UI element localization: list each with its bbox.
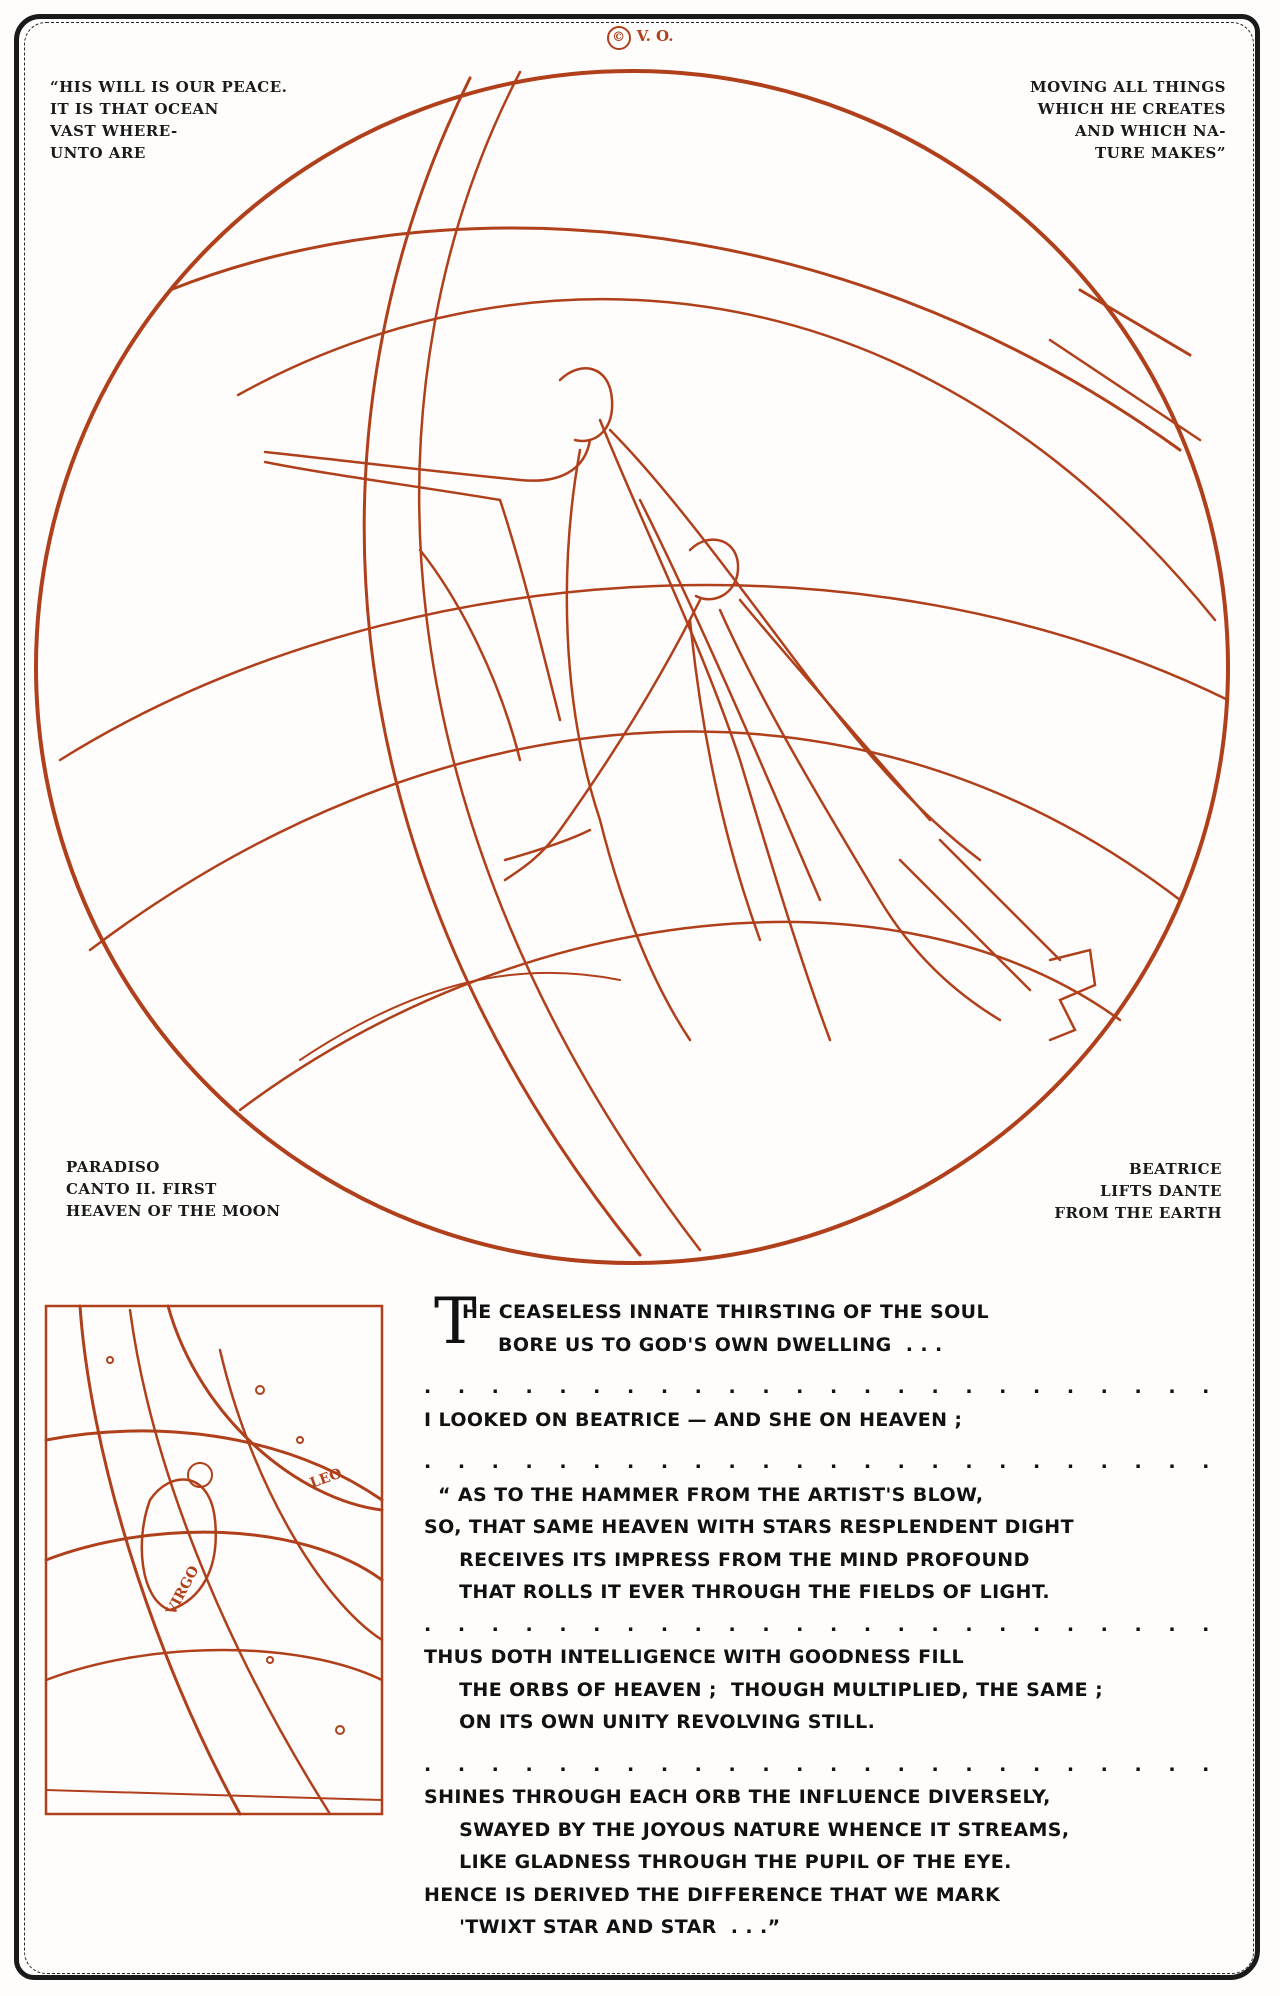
poem-line: LIKE GLADNESS THROUGH THE PUPIL OF THE EYE. (424, 1851, 1012, 1873)
poem-line: THUS DOTH INTELLIGENCE WITH GOODNESS FILL (424, 1646, 965, 1668)
poem-line: 'TWIXT STAR AND STAR . . .” (424, 1916, 781, 1938)
drop-cap: T (434, 1285, 477, 1359)
poem-line: SO, THAT SAME HEAVEN WITH STARS RESPLENDENT DIGHT (424, 1516, 1074, 1538)
poem-line: SHINES THROUGH EACH ORB THE INFLUENCE DIVERSELY, (424, 1786, 1051, 1808)
caption-bottom-right: BEATRICE LIFTS DANTE FROM THE EARTH (1054, 1160, 1222, 1222)
orbit-arc (170, 228, 1180, 450)
orbit-arc (1050, 340, 1200, 440)
poem-line: RECEIVES ITS IMPRESS FROM THE MIND PROFOUND (424, 1548, 1030, 1571)
poem-line: HE CEASELESS INNATE THIRSTING OF THE SOUL (462, 1301, 990, 1323)
poem-line: THAT ROLLS IT EVER THROUGH THE FIELDS OF LIGHT. (424, 1581, 1050, 1603)
ellipsis-row: . . . . . . . . . . . . . . . . . . . . . . . . (424, 1753, 1220, 1776)
orbit-arc (419, 72, 700, 1250)
caption-bottom-left: PARADISO CANTO II. FIRST HEAVEN OF THE MOON (66, 1158, 281, 1220)
inset-label-virgo: VIRGO (163, 1563, 203, 1618)
ellipsis-row: . . . . . . . . . . . . . . . . . . . . . . . . (424, 1376, 1220, 1398)
ellipsis-row: . . . . . . . . . . . . . . . . . . . . . . . . (424, 1613, 1220, 1636)
poem-text (424, 1296, 1224, 1944)
copyright-initials: V. O. (636, 27, 674, 45)
quote-top-left: “HIS WILL IS OUR PEACE. IT IS THAT OCEAN VAST WHERE- UNTO ARE (50, 78, 288, 162)
inset-label-leo: LEO (307, 1465, 345, 1492)
poem-line: ON ITS OWN UNITY REVOLVING STILL. (424, 1711, 876, 1733)
ellipsis-row: . . . . . . . . . . . . . . . . . . . . . . . . (424, 1451, 1220, 1473)
poem-line: “ AS TO THE HAMMER FROM THE ARTIST'S BLOW, (424, 1483, 984, 1506)
copyright-symbol: © (607, 26, 631, 50)
quote-top-right: MOVING ALL THINGS WHICH HE CREATES AND WHICH NA- TURE MAKES” (1030, 78, 1226, 162)
poem-line: BORE US TO GOD'S OWN DWELLING . . . (498, 1333, 943, 1356)
dante-figure (505, 540, 1095, 1040)
orbit-arc (238, 299, 1215, 620)
celestial-sphere (36, 71, 1228, 1263)
poem-line: I LOOKED ON BEATRICE — AND SHE ON HEAVEN ; (424, 1408, 963, 1431)
orbit-arc (240, 922, 1120, 1110)
poem-line: SWAYED BY THE JOYOUS NATURE WHENCE IT STREAMS, (424, 1818, 1070, 1841)
orbit-arc (364, 78, 640, 1255)
poem-line: THE ORBS OF HEAVEN ; THOUGH MULTIPLIED, THE SAME ; (424, 1678, 1104, 1701)
zodiac-inset (46, 1306, 382, 1814)
poem-line: HENCE IS DERIVED THE DIFFERENCE THAT WE MARK (424, 1883, 1001, 1906)
